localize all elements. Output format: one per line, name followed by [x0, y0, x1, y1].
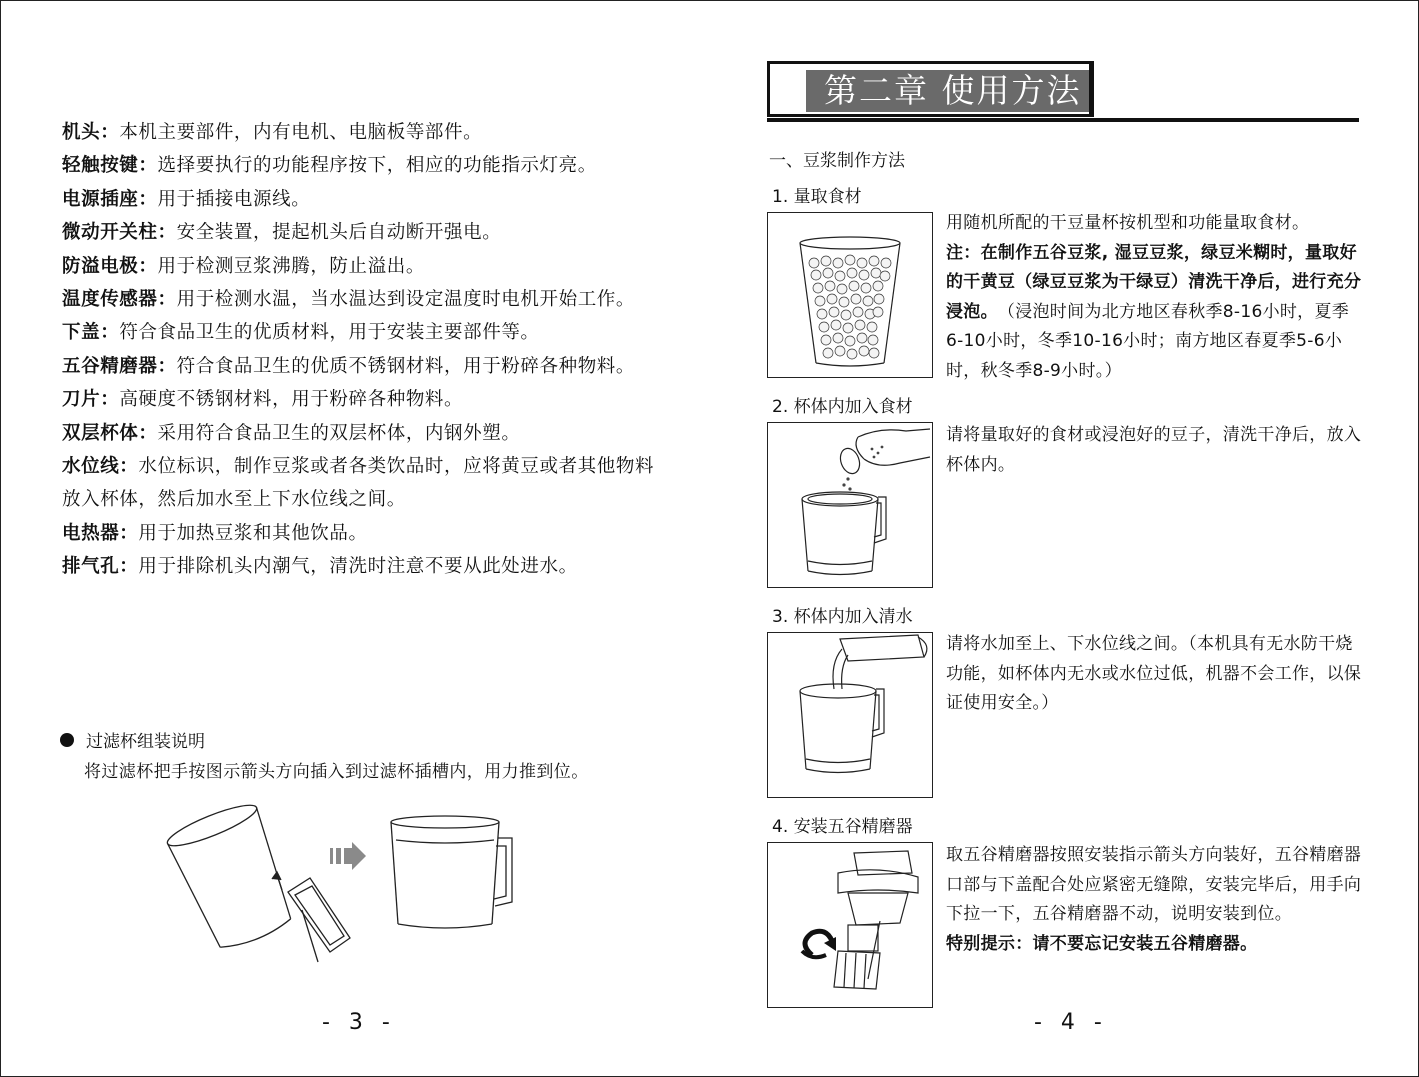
definition-item: 下盖：符合食品卫生的优质材料，用于安装主要部件等。 [62, 322, 540, 344]
definition-item: 微动开关柱：安全装置，提起机头后自动断开强电。 [62, 222, 502, 244]
definition-item: 温度传感器：用于检测水温，当水温达到设定温度时电机开始工作。 [62, 289, 636, 311]
step-image-box [767, 212, 933, 378]
step-title: 3. 杯体内加入清水 [772, 607, 913, 627]
definition-item: 防溢电极：用于检测豆浆沸腾，防止溢出。 [62, 255, 425, 277]
step-image-box [767, 632, 933, 798]
step-description: 用随机所配的干豆量杯按机型和功能量取食材。 注：在制作五谷豆浆, 湿豆豆浆，绿豆米糊时，量取好的干黄豆（绿豆豆浆为干绿豆）清洗干净后，进行充分浸泡。（浸泡时间为北方地区春秋季8-16小时，夏季6-10小时，冬季10-16小时；南方地区春夏季5-6小时，秋冬季8-9小时。） [946, 213, 1362, 381]
bullet-icon [60, 733, 74, 747]
beans-cup-icon [768, 213, 932, 377]
definition-item: 五谷精磨器：符合食品卫生的优质不锈钢材料，用于粉碎各种物料。 [62, 355, 636, 377]
definition-item: 水位线：水位标识，制作豆浆或者各类饮品时，应将黄豆或者其他物料放入杯体，然后加水至上下水位线之间。 [62, 456, 655, 511]
filter-cup-assembly-illustration [160, 800, 540, 970]
chapter-divider [767, 118, 1359, 122]
add-beans-icon [768, 423, 932, 587]
step-description: 请将水加至上、下水位线之间。（本机具有无水防干烧功能，如杯体内无水或水位过低，机器不会工作，以保证使用安全。） [946, 634, 1362, 713]
definition-item: 刀片：高硬度不锈钢材料，用于粉碎各种物料。 [62, 389, 464, 411]
filter-section-description: 将过滤杯把手按图示箭头方向插入到过滤杯插槽内，用力推到位。 [84, 762, 589, 782]
step-title: 4. 安装五谷精磨器 [772, 817, 913, 837]
definition-item: 双层杯体：采用符合食品卫生的双层杯体，内钢外塑。 [62, 422, 521, 444]
step-description: 请将量取好的食材或浸泡好的豆子，清洗干净后，放入杯体内。 [946, 425, 1362, 475]
definition-item: 机头：本机主要部件，内有电机、电脑板等部件。 [62, 122, 483, 143]
component-definitions [62, 116, 662, 584]
page-number-left: - 3 - [322, 1010, 396, 1035]
page-number-right: - 4 - [1034, 1010, 1108, 1035]
step-image-box [767, 422, 933, 588]
chapter-title: 第二章 使用方法 [806, 70, 1089, 112]
definition-item: 轻触按键：选择要执行的功能程序按下，相应的功能指示灯亮。 [62, 155, 597, 177]
add-water-icon [768, 633, 932, 797]
step-description: 取五谷精磨器按照安装指示箭头方向装好，五谷精磨器口部与下盖配合处应紧密无缝隙，安装完毕后，用手向下拉一下，五谷精磨器不动，说明安装到位。 特别提示：请不要忘记安装五谷精磨器。 [946, 845, 1362, 954]
chapter-heading-box [767, 61, 1094, 117]
filter-section-title: 过滤杯组装说明 [60, 727, 205, 752]
step-title: 1. 量取食材 [772, 187, 862, 207]
definition-item: 电源插座：用于插接电源线。 [62, 188, 311, 210]
definition-item: 电热器：用于加热豆浆和其他饮品。 [62, 522, 368, 544]
install-grinder-icon [768, 843, 932, 1007]
step-title: 2. 杯体内加入食材 [772, 397, 913, 417]
definition-item: 排气孔：用于排除机头内潮气，清洗时注意不要从此处进水。 [62, 556, 578, 578]
section-title: 一、豆浆制作方法 [769, 151, 905, 171]
step-image-box [767, 842, 933, 1008]
